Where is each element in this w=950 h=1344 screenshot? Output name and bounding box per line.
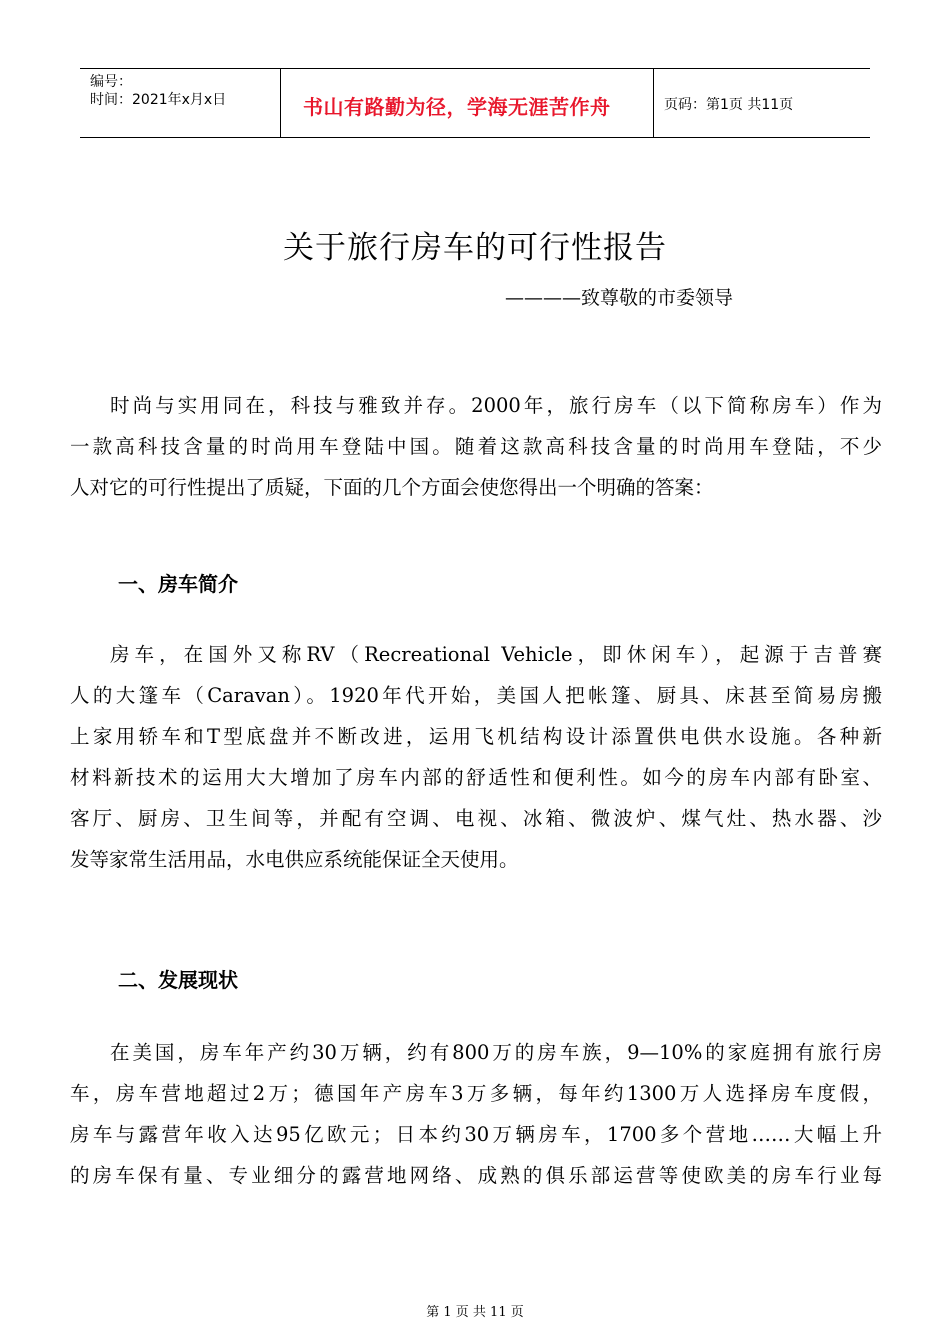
header-meta-cell <box>80 69 281 137</box>
number-label: 编号： <box>90 74 132 90</box>
document-header <box>80 68 870 138</box>
header-motto-cell <box>281 69 654 137</box>
paragraph-line: 材料新技术的运用大大增加了房车内部的舒适性和便利性。如今的房车内部有卧室、 <box>70 766 882 789</box>
intro-line: 人对它的可行性提出了质疑，下面的几个方面会使您得出一个明确的答案： <box>70 476 714 499</box>
paragraph-line: 房车与露营年收入达95亿欧元；日本约30万辆房车，1700多个营地……大幅上升 <box>70 1123 882 1146</box>
time-label: 时间：2021年x月x日 <box>90 92 227 108</box>
document-title: 关于旅行房车的可行性报告 <box>283 230 667 266</box>
paragraph-line: 客厅、厨房、卫生间等，并配有空调、电视、冰箱、微波炉、煤气灶、热水器、沙 <box>70 807 882 830</box>
document-subtitle: ————致尊敬的市委领导 <box>505 287 734 309</box>
section1-paragraph <box>70 634 882 880</box>
paragraph-line: 人的大篷车（Caravan）。1920年代开始，美国人把帐篷、厨具、床甚至简易房搬 <box>70 684 882 707</box>
intro-line: 一款高科技含量的时尚用车登陆中国。随着这款高科技含量的时尚用车登陆，不少 <box>70 435 882 458</box>
header-page-cell <box>654 69 870 137</box>
intro-line: 时尚与实用同在，科技与雅致并存。2000年，旅行房车（以下简称房车）作为 <box>110 394 882 417</box>
paragraph-line: 在美国，房车年产约30万辆，约有800万的房车族，9—10%的家庭拥有旅行房 <box>110 1041 882 1064</box>
section-heading: 一、房车简介 <box>118 572 238 596</box>
page-footer: 第 1 页 共 11 页 <box>426 1305 524 1320</box>
intro-paragraph <box>70 385 882 508</box>
paragraph-line: 上家用轿车和T型底盘并不断改进，运用飞机结构设计添置供电供水设施。各种新 <box>70 725 882 748</box>
motto-text: 书山有路勤为径，学海无涯苦作舟 <box>303 95 611 119</box>
paragraph-line: 房车，在国外又称RV（Recreational Vehicle，即休闲车），起源于吉普赛 <box>110 643 882 666</box>
paragraph-line: 发等家常生活用品，水电供应系统能保证全天使用。 <box>70 848 519 871</box>
paragraph-line: 车，房车营地超过2万；德国年产房车3万多辆，每年约1300万人选择房车度假， <box>70 1082 882 1105</box>
section2-paragraph <box>70 1032 882 1196</box>
paragraph-line: 的房车保有量、专业细分的露营地网络、成熟的俱乐部运营等使欧美的房车行业每 <box>70 1164 882 1187</box>
page-info: 页码：第1页 共11页 <box>664 97 794 113</box>
section-heading: 二、发展现状 <box>118 968 238 992</box>
